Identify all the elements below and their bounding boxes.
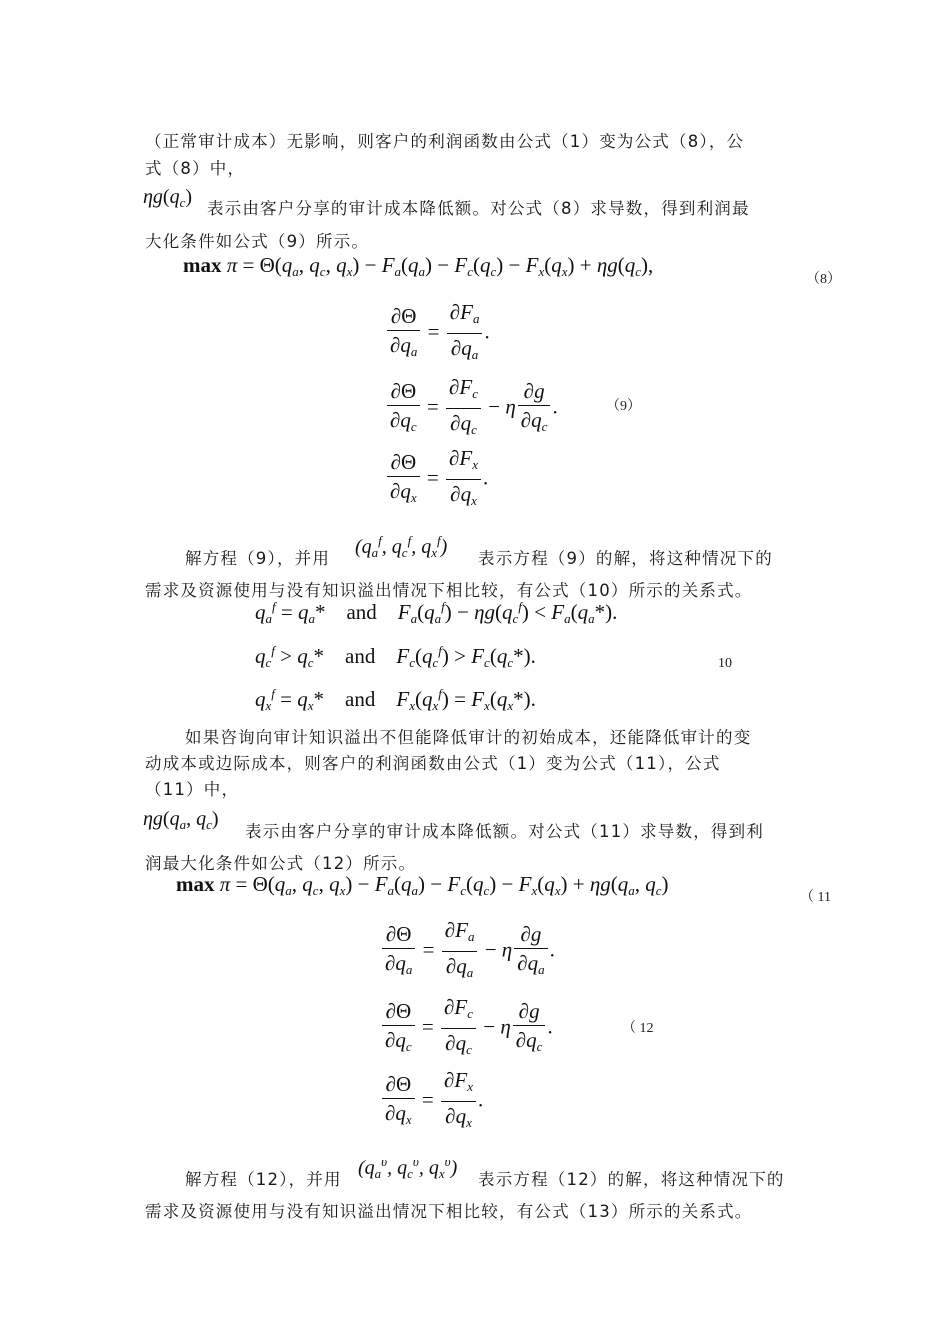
paragraph-4-line-2: 动成本或边际成本，则客户的利润函数由公式（1）变为公式（11），公式	[145, 754, 721, 773]
inline-formula-eta-g-qa-qc: $\eta g(q_a$, $q_c$)	[143, 808, 219, 832]
equation-12-row-3: $\frac{\partial\Theta}{\partial q_x}$ = $\frac{\partial F_x}{\partial q_x}$ .	[380, 1068, 483, 1135]
paragraph-2-line-2: 大化条件如公式（9）所示。	[145, 232, 370, 251]
equation-number-11: （ 11	[800, 890, 831, 905]
paragraph-1-line-2: 式（8）中，	[145, 159, 246, 178]
equation-8: $\max \pi = \Theta(q_a$, $q_c$, $q_x) - F_a(q_a) - F_c(q_c) - F_x(q_x) + \eta g(q_c)$,	[183, 253, 654, 279]
equation-10-row-2: $q_c^f > q_c*$ and $F_c(q_c^f) > F_c(q_c*)$.	[255, 643, 536, 670]
inline-formula-qv-tuple: ($q_a^\upsilon$, $q_c^\upsilon$, $q_x^\upsilon$)	[358, 1154, 458, 1181]
paragraph-3-line-1b: 表示方程（9）的解，将这种情况下的	[478, 549, 773, 568]
equation-number-12: （ 12	[622, 1021, 654, 1036]
equation-12-row-1: $\frac{\partial\Theta}{\partial q_a}$ = $\frac{\partial F_a}{\partial q_a}$ − η $\frac{\partial g}{\partial q_a}$ .	[380, 918, 555, 985]
inline-formula-qf-tuple: ($q_a^f$, $q_c^f$, $q_x^f$)	[355, 533, 448, 560]
equation-12-row-2: $\frac{\partial\Theta}{\partial q_c}$ = $\frac{\partial F_c}{\partial q_c}$ − η $\frac{\partial g}{\partial q_c}$ .	[380, 995, 553, 1062]
paragraph-3-line-1a: 解方程（9），并用	[185, 549, 331, 568]
equation-number-9: （9）	[606, 399, 641, 414]
equation-number-8: （8）	[806, 272, 841, 287]
equation-9-row-3: $\frac{\partial\Theta}{\partial q_x}$ = $\frac{\partial F_x}{\partial q_x}$ .	[385, 446, 488, 513]
paragraph-5-line-1: 表示由客户分享的审计成本降低额。对公式（11）求导数，得到利	[245, 822, 764, 841]
paragraph-3-line-2: 需求及资源使用与没有知识溢出情况下相比较，有公式（10）所示的关系式。	[145, 581, 753, 600]
equation-number-10: 10	[718, 656, 732, 671]
paragraph-6-line-2: 需求及资源使用与没有知识溢出情况下相比较，有公式（13）所示的关系式。	[145, 1202, 753, 1221]
paragraph-6-line-1b: 表示方程（12）的解，将这种情况下的	[478, 1170, 785, 1189]
paragraph-5-line-2: 润最大化条件如公式（12）所示。	[145, 854, 417, 873]
paragraph-4-line-1: 如果咨询向审计知识溢出不但能降低审计的初始成本，还能降低审计的变	[185, 728, 752, 747]
paragraph-1-line-1: （正常审计成本）无影响，则客户的利润函数由公式（1）变为公式（8），公	[145, 132, 745, 151]
inline-formula-eta-g-qc: $\eta g(q_c)$	[143, 186, 193, 210]
equation-10-row-1: $q_a^f = q_a*$ and $F_a(q_a^f) - \eta g(q_c^f) < F_a(q_a*)$.	[255, 599, 618, 626]
paragraph-4-line-3: （11）中，	[145, 780, 240, 799]
paragraph-2-line-1: 表示由客户分享的审计成本降低额。对公式（8）求导数，得到利润最	[207, 199, 750, 218]
equation-9-row-2: $\frac{\partial\Theta}{\partial q_c}$ = $\frac{\partial F_c}{\partial q_c}$ − η $\frac{\partial g}{\partial q_c}$ .	[385, 375, 558, 442]
equation-10-row-3: $q_x^f = q_x*$ and $F_x(q_x^f) = F_x(q_x*)$.	[255, 686, 536, 713]
paragraph-6-line-1a: 解方程（12），并用	[185, 1170, 342, 1189]
equation-11: $\max \pi = \Theta(q_a$, $q_c$, $q_x) - F_a(q_a) - F_c(q_c) - F_x(q_x) + \eta g(q_a$, $q_c$)	[176, 872, 669, 898]
equation-9-row-1: $\frac{\partial\Theta}{\partial q_a}$ = $\frac{\partial F_a}{\partial q_a}$ .	[385, 300, 490, 367]
